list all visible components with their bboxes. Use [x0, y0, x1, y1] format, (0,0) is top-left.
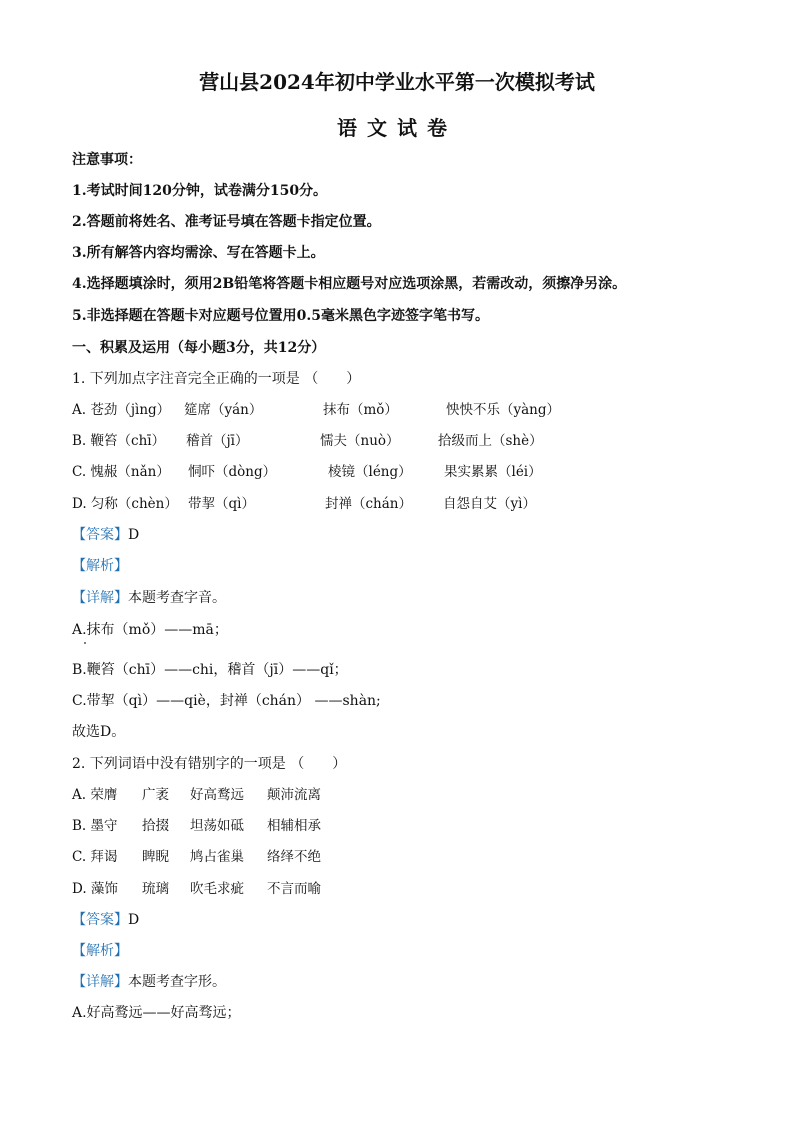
option-c-2: 恫吓（dòng）: [188, 464, 277, 480]
note-item: 2.答题前将姓名、准考证号填在答题卡指定位置。: [72, 214, 381, 230]
option-c-4: 果实累累（léi）: [444, 464, 542, 480]
option-d-3: 吹毛求疵: [190, 881, 244, 897]
question-stem: 1. 下列加点字注音完全正确的一项是 （ ）: [72, 371, 361, 387]
option-a-3: 抹布（mǒ）: [323, 402, 398, 418]
option-a-1: A. 苍劲（jìng）: [72, 402, 171, 418]
option-b-3: 懦夫（nuò）: [320, 433, 400, 449]
option-d-2: 琉璃: [142, 881, 169, 897]
option-b-2: 稽首（jī）: [186, 433, 249, 449]
answer-value: D: [128, 912, 140, 928]
option-a-4: 颠沛流离: [267, 787, 321, 803]
option-d-2: 带挈（qì）: [188, 496, 255, 512]
answer-tag: 【答案】: [72, 912, 128, 928]
note-item: 5.非选择题在答题卡对应题号位置用0.5毫米黑色字迹签字笔书写。: [72, 308, 489, 324]
explanation-line: A.抹布（mǒ）——mā；: [72, 622, 228, 638]
note-item: 1.考试时间120分钟，试卷满分150分。: [72, 183, 328, 199]
option-c-2: 睥睨: [142, 849, 169, 865]
option-c-1: C. 愧赧（nǎn）: [72, 464, 170, 480]
option-a-2: 广袤: [142, 787, 169, 803]
option-c-4: 络绎不绝: [267, 849, 321, 865]
section-heading: 一、积累及运用（每小题3分，共12分）: [72, 340, 326, 356]
option-a-4: 怏怏不乐（yàng）: [446, 402, 561, 418]
option-b-1: B. 鞭笞（chī）: [72, 433, 166, 449]
page-subtitle: 语文试卷: [337, 116, 457, 140]
explanation-line: C.带挈（qì）——qiè，封禅（chán） ——shàn;: [72, 693, 381, 709]
answer-line: [72, 525, 139, 545]
option-d-3: 封禅（chán）: [325, 496, 412, 512]
option-d-4: 自怨自艾（yì）: [443, 496, 536, 512]
analysis-tag: 【解析】: [72, 558, 128, 574]
explanation-line: A.好高鹜远——好高骛远；: [72, 1005, 241, 1021]
stray-dot: [84, 642, 86, 644]
detail-text: 本题考查字形。: [128, 974, 226, 990]
answer-value: D: [128, 527, 140, 543]
option-b-4: 相辅相承: [267, 818, 321, 834]
option-c-3: 棱镜（léng）: [328, 464, 412, 480]
page-title: 营山县2024年初中学业水平第一次模拟考试: [199, 70, 595, 94]
question-stem: 2. 下列词语中没有错别字的一项是 （ ）: [72, 756, 347, 772]
option-c-1: C. 拜谒: [72, 849, 118, 865]
option-d-1: D. 藻饰: [72, 881, 118, 897]
option-a-3: 好高鹜远: [190, 787, 244, 803]
analysis-tag: 【解析】: [72, 943, 128, 959]
option-b-3: 坦荡如砥: [190, 818, 244, 834]
answer-line: [72, 910, 139, 930]
option-b-2: 拾掇: [142, 818, 169, 834]
option-b-4: 拾级而上（shè）: [438, 433, 543, 449]
option-c-3: 鸠占雀巢: [190, 849, 244, 865]
detail-text: 本题考查字音。: [128, 590, 226, 606]
option-b-1: B. 墨守: [72, 818, 118, 834]
detail-tag: 【详解】: [72, 974, 128, 990]
detail-line: [72, 972, 226, 992]
notes-heading: 注意事项：: [72, 152, 142, 168]
option-a-2: 筵席（yán）: [184, 402, 263, 418]
explanation-line: 故选D。: [72, 724, 126, 740]
option-d-4: 不言而喻: [267, 881, 321, 897]
note-item: 3.所有解答内容均需涂、写在答题卡上。: [72, 245, 325, 261]
answer-tag: 【答案】: [72, 527, 128, 543]
detail-tag: 【详解】: [72, 590, 128, 606]
explanation-line: B.鞭笞（chī）——chi，稽首（jī）——qǐ；: [72, 662, 348, 678]
detail-line: [72, 588, 226, 608]
option-a-1: A. 荣膺: [72, 787, 118, 803]
note-item: 4.选择题填涂时，须用2B铅笔将答题卡相应题号对应选项涂黑，若需改动，须擦净另涂。: [72, 276, 627, 292]
option-d-1: D. 匀称（chèn）: [72, 496, 178, 512]
